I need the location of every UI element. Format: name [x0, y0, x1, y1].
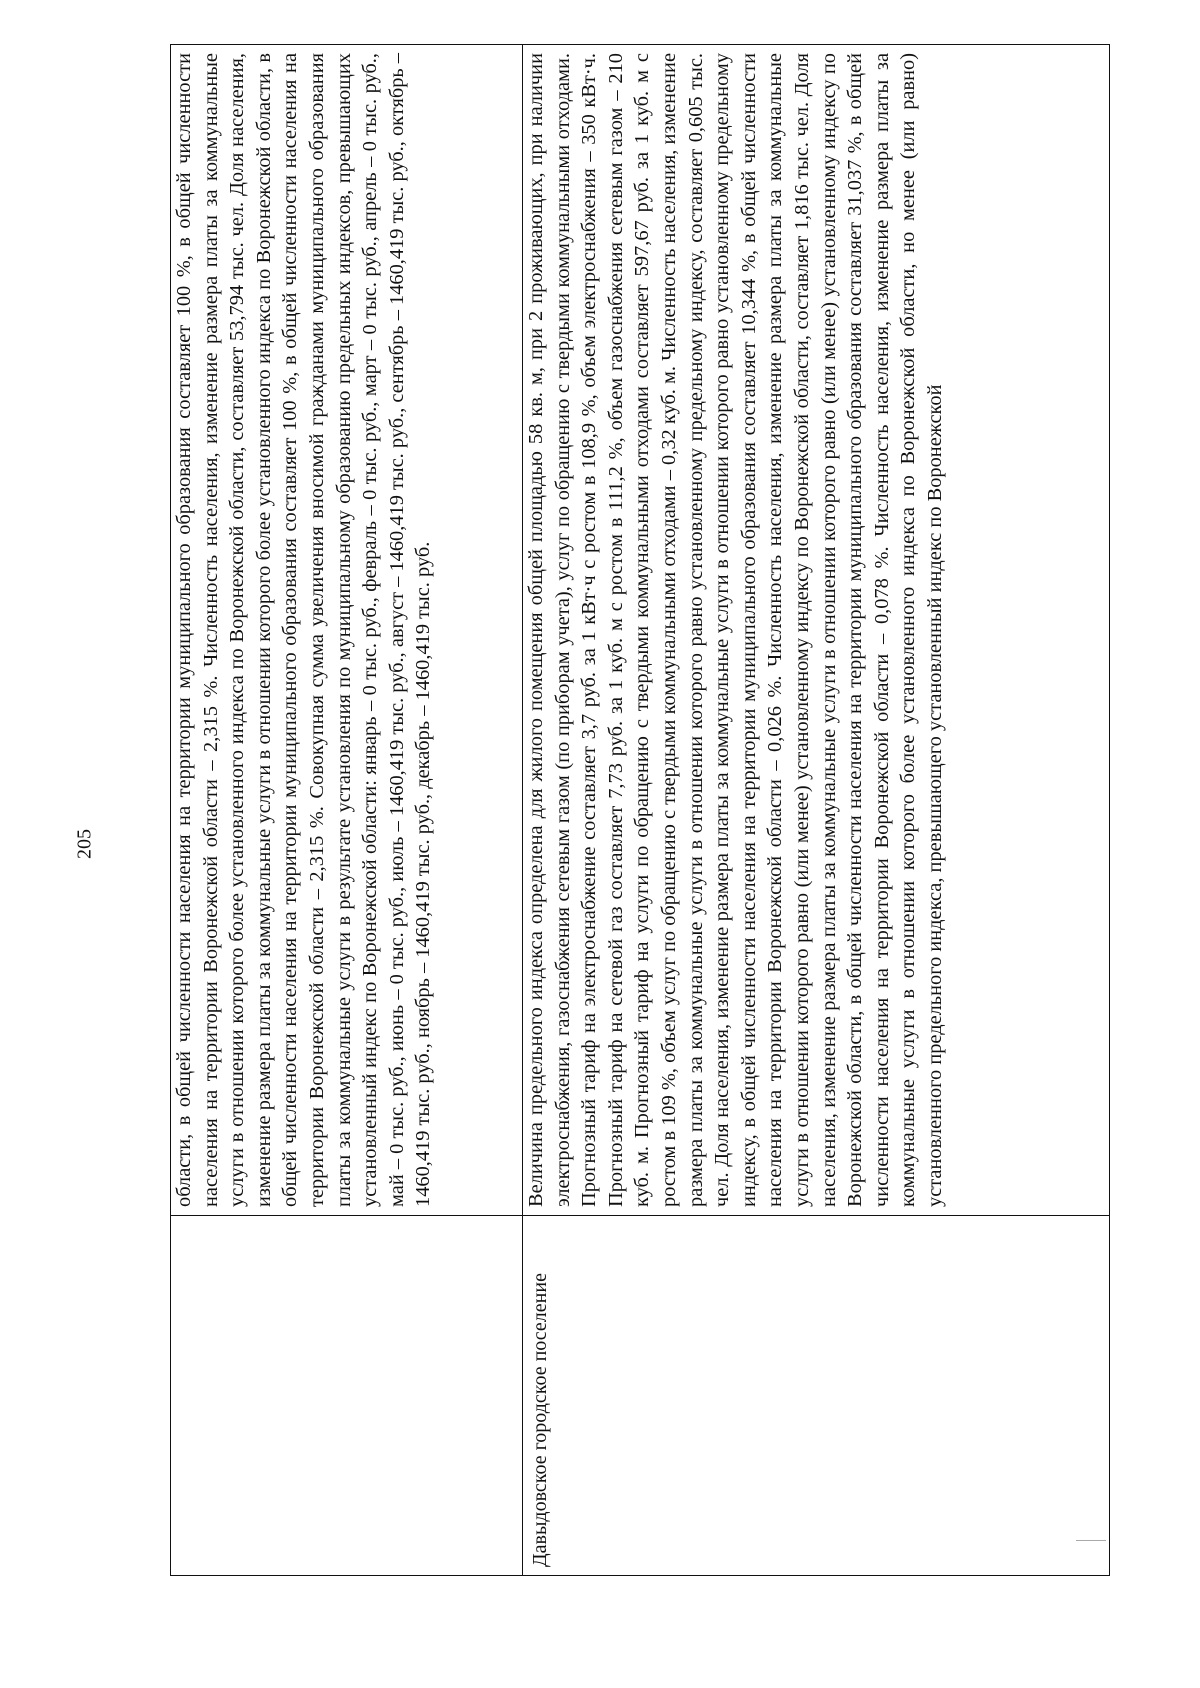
municipality-name-cell: Давыдовское городское поселение [523, 1215, 1109, 1575]
table-row [171, 45, 523, 1575]
data-table [170, 44, 1110, 1576]
description-cell [523, 45, 1109, 1215]
scan-edge-mark [1076, 1540, 1106, 1601]
table-row [523, 45, 1109, 1575]
page-number: 205 [73, 829, 96, 859]
description-text: Величина предельного индекса определена для жилого помещения общей площадью 58 кв. м, при 2 проживающих, при наличии электроснабжения, газоснабжения сетевым газом (по приборам учета), услуг по обращению с твердыми коммунальными отходами. Прогнозный тариф на электроснабжение составляет 3,7 руб. за 1 кВт·ч с ростом в 108,9 %, объем электроснабжения – 350 кВт·ч. Прогнозный тариф на сетевой газ составляет 7,73 руб. за 1 куб. м с ростом в 111,2 %, объем газоснабжения сетевым газом – 210 куб. м. Прогнозный тариф на услуги по обращению с твердыми коммунальными отходами составляет 597,67 руб. за 1 куб. м с ростом в 109 %, объем услуг по обращению с твердыми коммунальными отходами – 0,32 куб. м. Численность населения, изменение размера платы за коммунальные услуги в отношении которого равно установленному предельному индексу, составляет 0,605 тыс. чел. Доля населения, изменение размера платы за коммунальные услуги в отношении которого равно установленному предельному индексу, в общей численности населения на территории муниципального образования составляет 10,344 %, в общей численности населения на территории Воронежской области – 0,026 %. Численность населения, изменение размера платы за коммунальные услуги в отношении которого равно (или менее) установленному индексу по Воронежской области, составляет 1,816 тыс. чел. Доля населения, изменение размера платы за коммунальные услуги в отношении которого равно (или менее) установленному индексу по Воронежской области, в общей численности населения на территории муниципального образования составляет 31,037 %, в общей численности населения на территории Воронежской области – 0,078 %. Численность населения, изменение размера платы за коммунальные услуги в отношении которого более установленного индекса по Воронежской области, но менее (или равно) установленного предельного индекса, превышающего установленный индекс по Воронежской [525, 53, 946, 1207]
municipality-name-cell [171, 1215, 522, 1575]
description-cell [171, 45, 522, 1215]
description-text: области, в общей численности населения на территории муниципального образования составляет 100 %, в общей численности населения на территории Воронежской области – 2,315 %. Численность населения, изменение размера платы за коммунальные услуги в отношении которого более установленного индекса по Воронежской области, составляет 53,794 тыс. чел. Доля населения, изменение размера платы за коммунальные услуги в отношении которого более установленного индекса по Воронежской области, в общей численности населения на территории муниципального образования составляет 100 %, в общей численности населения на территории Воронежской области – 2,315 %. Совокупная сумма увеличения вносимой гражданами муниципального образования платы за коммунальные услуги в результате установления по муниципальному образованию предельных индексов, превышающих установленный индекс по Воронежской области: январь – 0 тыс. руб., февраль – 0 тыс. руб., март – 0 тыс. руб., апрель – 0 тыс. руб., май – 0 тыс. руб., июнь – 0 тыс. руб., июль – 1460,419 тыс. руб., август – 1460,419 тыс. руб., сентябрь – 1460,419 тыс. руб., октябрь – 1460,419 тыс. руб., ноябрь – 1460,419 тыс. руб., декабрь – 1460,419 тыс. руб. [173, 53, 435, 1207]
